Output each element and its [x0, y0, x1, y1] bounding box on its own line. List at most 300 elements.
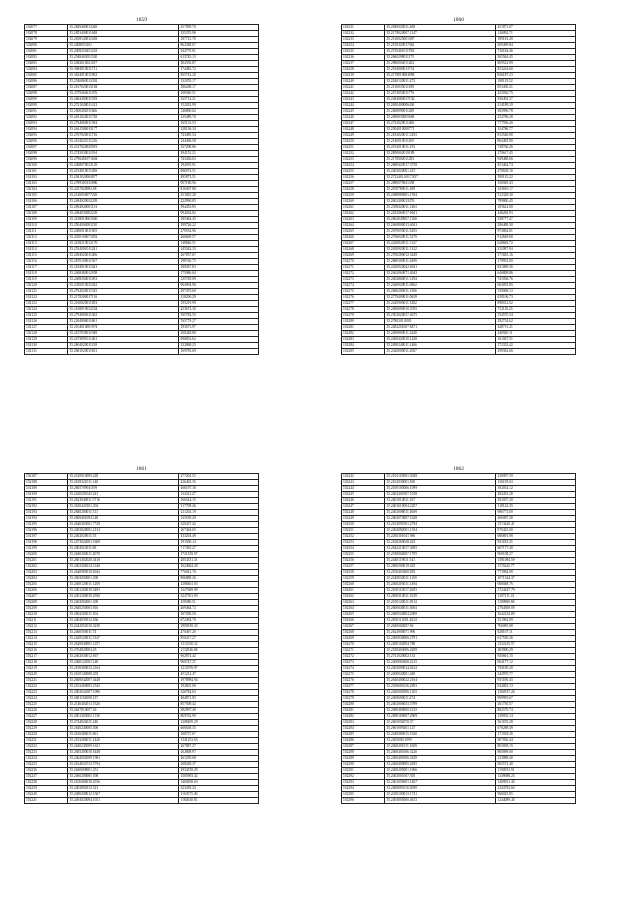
row-code-cell: 35.2640200011.2070: [68, 552, 179, 558]
row-code-cell: 35.2420020042.6041: [385, 265, 496, 271]
row-code-cell: 35.2160260028.423: [385, 540, 496, 546]
row-code-cell: 35.2168010012234: [68, 307, 179, 313]
row-code-cell: 35.2402304014.1246: [68, 564, 179, 570]
row-code-cell: 35.2420900011.5282: [385, 301, 496, 307]
row-amount-cell: 931100.43: [496, 678, 576, 684]
row-id-cell: 102232: [342, 31, 385, 37]
row-id-cell: 102085: [25, 73, 68, 79]
row-id-cell: 102210: [25, 612, 68, 618]
row-amount-cell: 302556.87: [179, 61, 259, 67]
row-code-cell: 35.2605200010.5448: [68, 750, 179, 756]
row-id-cell: 102257: [342, 181, 385, 187]
row-code-cell: 35.2146402013.5326: [68, 702, 179, 708]
row-amount-cell: 773982.90: [496, 570, 576, 576]
row-id-cell: 102273: [342, 660, 385, 666]
row-amount-cell: 470467.20: [179, 630, 259, 636]
row-id-cell: 102219: [25, 666, 68, 672]
row-code-cell: 35.2796401071604: [68, 157, 179, 163]
row-amount-cell: 789800.45: [496, 199, 576, 205]
row-code-cell: 35.2400060200.2215: [385, 660, 496, 666]
row-code-cell: 35.2742020011406: [385, 121, 496, 127]
table-section-1861: [24, 465, 259, 804]
row-code-cell: 35.2794800011362: [68, 313, 179, 319]
row-amount-cell: 1349088.23: [496, 774, 576, 780]
row-id-cell: 102283: [342, 337, 385, 343]
row-id-cell: 102256: [342, 558, 385, 564]
row-amount-cell: 833224.60: [496, 67, 576, 73]
row-id-cell: 102118: [25, 271, 68, 277]
row-amount-cell: 1208209.29: [179, 720, 259, 726]
row-amount-cell: 949480.66: [496, 157, 576, 163]
row-amount-cell: 145342.33: [179, 247, 259, 253]
row-id-cell: 102218: [25, 660, 68, 666]
row-amount-cell: 777596.40: [496, 121, 576, 127]
row-amount-cell: 148840.51: [179, 241, 259, 247]
row-id-cell: 102236: [25, 768, 68, 774]
row-code-cell: 35.2745030011194: [68, 151, 179, 157]
row-id-cell: 102107: [25, 205, 68, 211]
row-code-cell: 35.2404039012.636: [68, 618, 179, 624]
row-id-cell: 102120: [25, 283, 68, 289]
row-amount-cell: 748760.26: [496, 145, 576, 151]
row-code-cell: 35.2401200010.2936: [68, 594, 179, 600]
row-amount-cell: 1341253.65: [179, 738, 259, 744]
row-amount-cell: 172353.42: [496, 343, 576, 349]
row-amount-cell: 335255.96: [179, 31, 259, 37]
table-row: [342, 798, 576, 804]
row-id-cell: 102128: [25, 331, 68, 337]
row-amount-cell: 803058.15: [496, 744, 576, 750]
row-code-cell: 35.2640403001.7728: [68, 522, 179, 528]
row-amount-cell: 857508.42: [179, 702, 259, 708]
row-code-cell: 35.2640250003.816: [68, 606, 179, 612]
row-code-cell: 35.2880079041358: [385, 181, 496, 187]
row-id-cell: 102108: [25, 211, 68, 217]
row-amount-cell: 966025.85: [496, 792, 576, 798]
row-code-cell: 35.2432060017.6041: [385, 211, 496, 217]
row-amount-cell: 1905818.43: [179, 624, 259, 630]
row-amount-cell: 242970.77: [496, 672, 576, 678]
row-amount-cell: 1288461.03: [179, 582, 259, 588]
row-amount-cell: 962874.42: [179, 654, 259, 660]
row-id-cell: 102234: [25, 756, 68, 762]
row-amount-cell: 670288.49: [496, 726, 576, 732]
row-code-cell: 35.2694040001153: [68, 205, 179, 211]
row-id-cell: 102217: [25, 654, 68, 660]
row-amount-cell: 1227669.99: [179, 588, 259, 594]
row-code-cell: 35.2601010011.167: [385, 498, 496, 504]
row-id-cell: 102213: [25, 630, 68, 636]
row-id-cell: 102190: [25, 492, 68, 498]
row-id-cell: 102082: [25, 55, 68, 61]
row-amount-cell: 414189.19: [496, 103, 576, 109]
row-code-cell: 35.2764020004.45: [68, 648, 179, 654]
row-amount-cell: 195219.99: [179, 301, 259, 307]
row-id-cell: 102113: [25, 241, 68, 247]
section-title: 1860: [453, 17, 464, 23]
row-amount-cell: 308428.80: [179, 331, 259, 337]
row-id-cell: 102200: [25, 552, 68, 558]
row-id-cell: 102259: [342, 576, 385, 582]
row-amount-cell: 171843.16: [496, 253, 576, 259]
row-amount-cell: 1970984.94: [179, 678, 259, 684]
row-id-cell: 102266: [342, 235, 385, 241]
row-id-cell: 102261: [342, 205, 385, 211]
row-id-cell: 102229: [25, 726, 68, 732]
row-code-cell: 35.2240030011.1169: [385, 576, 496, 582]
row-code-cell: 35.2601402020.3410: [68, 558, 179, 564]
row-code-cell: 35.2620040001.1257: [68, 642, 179, 648]
row-code-cell: 35.2147020029919: [68, 145, 179, 151]
row-id-cell: 102221: [25, 678, 68, 684]
row-amount-cell: 732116.25: [496, 307, 576, 313]
row-code-cell: 35.2420201043.241: [68, 492, 179, 498]
row-amount-cell: 425036.75: [496, 91, 576, 97]
row-code-cell: 35.2358420011.1463: [385, 205, 496, 211]
row-id-cell: 102119: [25, 277, 68, 283]
row-id-cell: 102277: [342, 684, 385, 690]
row-id-cell: 102239: [25, 786, 68, 792]
row-code-cell: 35.2442052010.3230: [68, 624, 179, 630]
row-id-cell: 102208: [25, 600, 68, 606]
row-id-cell: 102279: [342, 696, 385, 702]
row-amount-cell: 765779.27: [179, 319, 259, 325]
row-id-cell: 102078: [25, 31, 68, 37]
row-amount-cell: 185464.45: [179, 217, 259, 223]
row-amount-cell: 594453.85: [179, 205, 259, 211]
row-amount-cell: 208248.37: [179, 762, 259, 768]
row-amount-cell: 850417.27: [179, 636, 259, 642]
row-amount-cell: 813540.90: [496, 133, 576, 139]
row-code-cell: 35.2602000001.200: [68, 576, 179, 582]
row-amount-cell: 972864.81: [496, 229, 576, 235]
row-amount-cell: 999995.67: [496, 696, 576, 702]
row-id-cell: 102123: [25, 301, 68, 307]
row-code-cell: 35.2504004001150: [68, 223, 179, 229]
row-code-cell: 35.2400205001.1966: [385, 768, 496, 774]
row-amount-cell: 945661.15: [496, 654, 576, 660]
row-code-cell: 35.2400020001.449: [385, 672, 496, 678]
row-amount-cell: 134321.27: [179, 492, 259, 498]
row-code-cell: 35.2600310011.1029: [385, 594, 496, 600]
row-code-cell: 35.2178200017116: [68, 295, 179, 301]
row-id-cell: 102116: [25, 259, 68, 265]
row-amount-cell: 855742.20: [179, 73, 259, 79]
row-amount-cell: 664055.85: [496, 283, 576, 289]
row-amount-cell: 960747.37: [179, 660, 259, 666]
row-amount-cell: 1642234.80: [496, 612, 576, 618]
row-amount-cell: 328136.34: [179, 127, 259, 133]
row-id-cell: 102258: [342, 187, 385, 193]
row-id-cell: 102105: [25, 193, 68, 199]
row-id-cell: 102289: [342, 756, 385, 762]
row-code-cell: 35.2402020001.415: [385, 169, 496, 175]
row-id-cell: 102195: [25, 522, 68, 528]
row-code-cell: 35.2886004011262: [385, 61, 496, 67]
row-amount-cell: 361670.28: [496, 720, 576, 726]
row-amount-cell: 644001.13: [496, 684, 576, 690]
row-code-cell: 35.2681102008.137: [68, 696, 179, 702]
row-amount-cell: 338777.47: [496, 217, 576, 223]
row-amount-cell: 251825.28: [179, 193, 259, 199]
row-id-cell: 102271: [342, 648, 385, 654]
row-code-cell: 35.2473091011461: [68, 337, 179, 343]
row-code-cell: 35.2640008001.351: [68, 768, 179, 774]
row-code-cell: 35.2184000013714: [385, 67, 496, 73]
row-code-cell: 35.2680300011.4499: [385, 259, 496, 265]
row-amount-cell: 466007.28: [496, 516, 576, 522]
row-amount-cell: 495873.51: [179, 175, 259, 181]
row-code-cell: 35.2474050011776: [385, 91, 496, 97]
row-id-cell: 102267: [342, 241, 385, 247]
row-code-cell: 35.2464082001.1354: [385, 528, 496, 534]
row-amount-cell: 166544.15: [179, 498, 259, 504]
row-id-cell: 102259: [342, 193, 385, 199]
row-id-cell: 102293: [342, 780, 385, 786]
row-amount-cell: 323439.24: [179, 786, 259, 792]
row-code-cell: 35.2488080001.1594: [385, 193, 496, 199]
row-id-cell: 102250: [342, 139, 385, 145]
row-amount-cell: 222990.85: [179, 199, 259, 205]
row-code-cell: 35.2640900010.6042: [68, 570, 179, 576]
row-code-cell: 35.2460401006.3220: [385, 750, 496, 756]
row-amount-cell: 617530.26: [496, 636, 576, 642]
row-id-cell: 102241: [342, 85, 385, 91]
row-code-cell: 35.2670780011.289: [385, 187, 496, 193]
row-code-cell: 35.2106406010.2016: [68, 780, 179, 786]
row-id-cell: 102287: [342, 744, 385, 750]
row-code-cell: 35.2780280012.3449: [385, 253, 496, 259]
row-id-cell: 102265: [342, 229, 385, 235]
row-id-cell: 102220: [25, 672, 68, 678]
row-code-cell: 35.2610140008.203: [68, 672, 179, 678]
row-id-cell: 102109: [25, 217, 68, 223]
row-id-cell: 102084: [25, 67, 68, 73]
row-amount-cell: 898012.02: [496, 301, 576, 307]
row-id-cell: 102288: [342, 750, 385, 756]
row-amount-cell: 1352235.57: [496, 642, 576, 648]
row-code-cell: 35.2379264611476: [68, 91, 179, 97]
row-id-cell: 102097: [25, 145, 68, 151]
row-code-cell: 35.2486010011505: [68, 229, 179, 235]
row-code-cell: 35.2402090014.4612: [385, 666, 496, 672]
row-code-cell: 35.2403401007.1018: [385, 492, 496, 498]
row-code-cell: 35.2140010011205: [385, 139, 496, 145]
row-amount-cell: 189181.28: [496, 37, 576, 43]
row-amount-cell: 395782.55: [179, 313, 259, 319]
row-id-cell: 102223: [25, 690, 68, 696]
row-id-cell: 102242: [342, 474, 385, 480]
row-amount-cell: 175986.64: [179, 271, 259, 277]
row-code-cell: 35.2463004001.300: [68, 600, 179, 606]
row-amount-cell: 448715.21: [496, 325, 576, 331]
row-id-cell: 102122: [25, 295, 68, 301]
row-id-cell: 102224: [25, 696, 68, 702]
row-code-cell: 35.2192010011.193: [385, 145, 496, 151]
row-code-cell: 35.2468480012958: [68, 271, 179, 277]
row-amount-cell: 343816.17: [496, 187, 576, 193]
row-id-cell: 102290: [342, 762, 385, 768]
row-amount-cell: 994264.02: [179, 211, 259, 217]
row-code-cell: 35.2767020011716: [68, 133, 179, 139]
row-amount-cell: 333204.49: [179, 534, 259, 540]
row-code-cell: 35.2100110017.2003: [385, 588, 496, 594]
row-id-cell: 102098: [25, 151, 68, 157]
row-amount-cell: 1132946.68: [179, 648, 259, 654]
row-amount-cell: 696833.62: [179, 337, 259, 343]
row-code-cell: 35.2741028011412: [68, 103, 179, 109]
row-id-cell: 102243: [342, 97, 385, 103]
row-amount-cell: 339068.13: [496, 289, 576, 295]
row-id-cell: 102296: [342, 798, 385, 804]
row-amount-cell: 743436.63: [179, 157, 259, 163]
row-amount-cell: 252786.28: [496, 115, 576, 121]
row-id-cell: 102260: [342, 582, 385, 588]
row-amount-cell: 331962.09: [496, 618, 576, 624]
row-id-cell: 102254: [342, 163, 385, 169]
row-id-cell: 102247: [342, 121, 385, 127]
row-code-cell: 35.2660298011175: [385, 55, 496, 61]
row-id-cell: 102263: [342, 217, 385, 223]
row-id-cell: 102079: [25, 37, 68, 43]
row-id-cell: 102199: [25, 546, 68, 552]
row-amount-cell: 864483.80: [496, 139, 576, 145]
row-amount-cell: 169783.69: [179, 349, 259, 355]
row-code-cell: 35.2640004007.66: [385, 624, 496, 630]
row-code-cell: 35.2401056001.1467: [385, 780, 496, 786]
row-amount-cell: 446284.93: [496, 211, 576, 217]
row-id-cell: 102080: [25, 43, 68, 49]
table-row: [342, 349, 576, 355]
row-id-cell: 102245: [342, 109, 385, 115]
row-id-cell: 102243: [342, 480, 385, 486]
row-amount-cell: 907180.96: [179, 181, 259, 187]
row-id-cell: 102092: [25, 115, 68, 121]
row-id-cell: 102258: [342, 570, 385, 576]
row-amount-cell: 123088.40: [496, 756, 576, 762]
row-amount-cell: 130935.14: [496, 714, 576, 720]
row-id-cell: 102267: [342, 624, 385, 630]
row-id-cell: 102211: [25, 618, 68, 624]
row-id-cell: 102231: [342, 25, 385, 31]
row-amount-cell: 100737.67: [179, 732, 259, 738]
row-amount-cell: 1190553.91: [496, 768, 576, 774]
row-code-cell: 35.2400030006.2791: [385, 636, 496, 642]
row-amount-cell: 882576.74: [496, 708, 576, 714]
section-title: 1861: [136, 466, 147, 472]
row-amount-cell: 1180980.68: [496, 600, 576, 606]
row-code-cell: 35.2402008011.4609: [385, 510, 496, 516]
row-code-cell: 35.2457020082.48: [68, 187, 179, 193]
row-amount-cell: 189267.83: [179, 265, 259, 271]
row-code-cell: 35.2764060011394: [68, 121, 179, 127]
row-id-cell: 102271: [342, 265, 385, 271]
row-id-cell: 102273: [342, 277, 385, 283]
row-amount-cell: 869762.90: [179, 714, 259, 720]
row-amount-cell: 590125.22: [496, 175, 576, 181]
row-id-cell: 102101: [25, 169, 68, 175]
row-amount-cell: 191506.14: [179, 540, 259, 546]
row-code-cell: 35.2680420017.3758: [385, 163, 496, 169]
row-id-cell: 102237: [25, 774, 68, 780]
table-row: [25, 798, 259, 804]
row-code-cell: 35.2641506013177: [68, 127, 179, 133]
row-code-cell: 35.2780201.0001: [385, 319, 496, 325]
row-code-cell: 35.2460120011.1209: [68, 582, 179, 588]
row-code-cell: 35.2182020011.3293: [385, 133, 496, 139]
row-code-cell: 35.2484020032205: [68, 199, 179, 205]
row-amount-cell: 146800.62: [179, 109, 259, 115]
row-code-cell: 35.2108210012170: [68, 241, 179, 247]
row-amount-cell: 960108.27: [496, 552, 576, 558]
row-id-cell: 102274: [342, 666, 385, 672]
row-code-cell: 35.2180004007.1795: [385, 552, 496, 558]
row-code-cell: 35.2660200011.1566: [385, 289, 496, 295]
row-id-cell: 102126: [25, 319, 68, 325]
row-id-cell: 102279: [342, 313, 385, 319]
row-id-cell: 102232: [25, 744, 68, 750]
row-code-cell: 35.2403028001.2134: [68, 528, 179, 534]
row-code-cell: 35.2402802012.521: [68, 786, 179, 792]
row-id-cell: 102117: [25, 265, 68, 271]
row-amount-cell: 166197.18: [179, 486, 259, 492]
row-amount-cell: 152023.99: [179, 103, 259, 109]
row-id-cell: 102248: [342, 510, 385, 516]
row-id-cell: 102272: [342, 271, 385, 277]
row-amount-cell: 664177.12: [496, 660, 576, 666]
row-amount-cell: 1244792.60: [496, 786, 576, 792]
row-id-cell: 102196: [25, 528, 68, 534]
row-id-cell: 102281: [342, 325, 385, 331]
row-code-cell: 35.2484060017136: [385, 97, 496, 103]
row-id-cell: 102235: [25, 762, 68, 768]
row-code-cell: 35.2100600126.2903: [385, 684, 496, 690]
row-amount-cell: 666638.35: [179, 726, 259, 732]
row-id-cell: 102099: [25, 157, 68, 163]
row-code-cell: 35.2789300135886: [68, 181, 179, 187]
row-code-cell: 35.2100400012.2164: [68, 666, 179, 672]
row-id-cell: 102091: [25, 109, 68, 115]
row-amount-cell: 743485.54: [179, 133, 259, 139]
row-amount-cell: 1244089.40: [496, 798, 576, 804]
row-id-cell: 102114: [25, 247, 68, 253]
row-code-cell: 35.2104021011216: [68, 139, 179, 145]
row-amount-cell: 269464.72: [179, 606, 259, 612]
row-code-cell: 35.2356510011432: [68, 283, 179, 289]
row-code-cell: 35.2618321011.140: [68, 480, 179, 486]
row-code-cell: 35.2401200010.5493: [68, 588, 179, 594]
row-id-cell: 102264: [342, 606, 385, 612]
row-amount-cell: 696074.51: [179, 169, 259, 175]
row-id-cell: 102275: [342, 672, 385, 678]
row-id-cell: 102295: [342, 792, 385, 798]
row-code-cell: 35.2840200011.511: [68, 510, 179, 516]
row-code-cell: 35.2102400003.2545: [68, 684, 179, 690]
row-code-cell: 35.2194018011208: [68, 169, 179, 175]
row-id-cell: 102275: [342, 289, 385, 295]
row-amount-cell: 233672.30: [179, 307, 259, 313]
row-code-cell: 35.2604400011918: [68, 97, 179, 103]
row-code-cell: 35.2764020011335: [68, 289, 179, 295]
row-id-cell: 102100: [25, 163, 68, 169]
row-code-cell: 35.2400800011.2440: [385, 331, 496, 337]
row-code-cell: 35.2102091001.2794: [385, 522, 496, 528]
row-id-cell: 102209: [25, 606, 68, 612]
row-code-cell: 35.2400690011.474: [385, 696, 496, 702]
row-amount-cell: 970425.00: [496, 528, 576, 534]
row-amount-cell: 135539.29: [179, 516, 259, 522]
row-amount-cell: 686891.08: [496, 534, 576, 540]
